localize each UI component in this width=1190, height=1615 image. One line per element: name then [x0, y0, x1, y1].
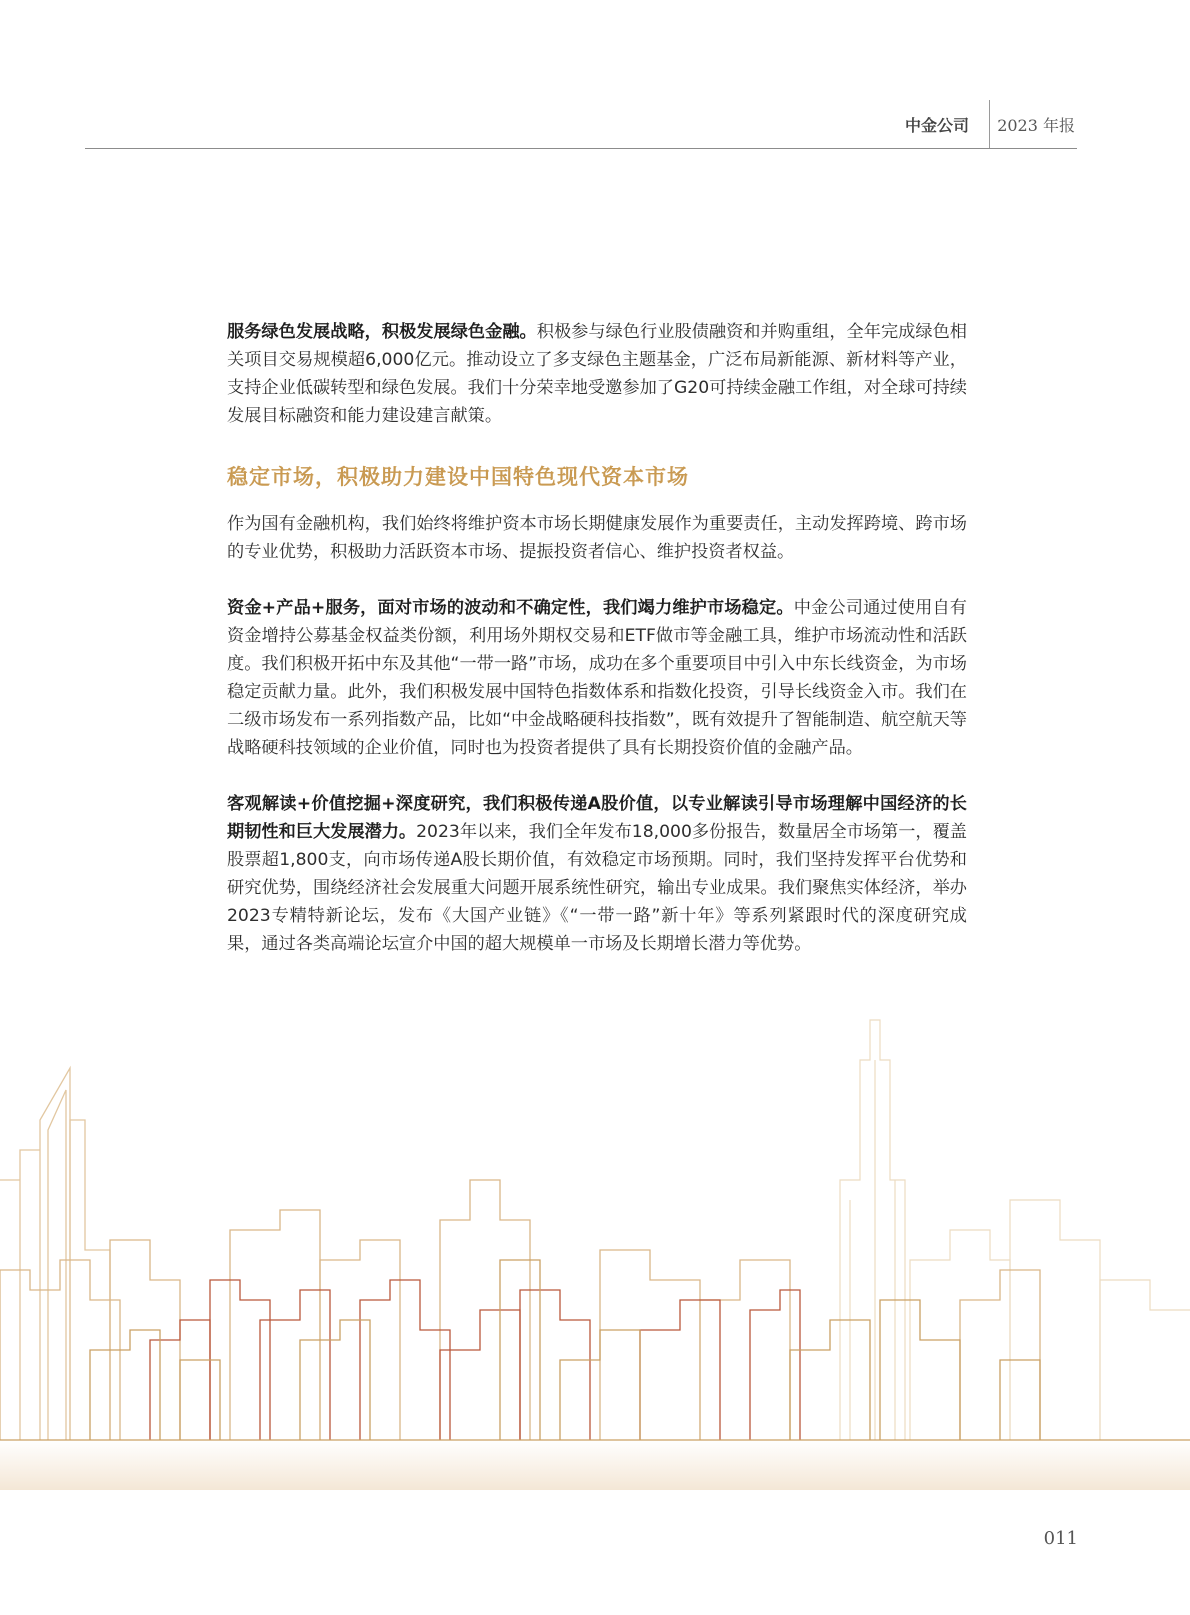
paragraph-body: 中金公司通过使用自有资金增持公募基金权益类份额，利用场外期权交易和ETF做市等金融工具，维护市场流动性和活跃度。我们积极开拓中东及其他“一带一路”市场，成功在多个重要项目中引入中东长线资金，为市场稳定贡献力量。此外，我们积极发展中国特色指数体系和指数化投资，引导长线资金入市。我们在二级市场发布一系列指数产品，比如“中金战略硬科技指数”，既有效提升了智能制造、航空航天等战略硬科技领域的企业价值，同时也为投资者提供了具有长期投资价值的金融产品。 — [227, 598, 967, 758]
city-skyline-illustration — [0, 1000, 1190, 1490]
skyline-ground-fade — [0, 1440, 1190, 1490]
paragraph-body: 积极参与绿色行业股债融资和并购重组，全年完成绿色相关项目交易规模超6,000亿元。推动设立了多支绿色主题基金，广泛布局新能源、新材料等产业，支持企业低碳转型和绿色发展。我们十分荣幸地受邀参加了G20可持续金融工作组，对全球可持续发展目标融资和能力建设建言献策。 — [227, 322, 967, 426]
paragraph-research — [227, 790, 967, 958]
paragraph-market-stability — [227, 594, 967, 762]
page-header — [85, 100, 1077, 149]
page-number: 011 — [1043, 1528, 1078, 1549]
header-company: 中金公司 — [904, 116, 969, 135]
paragraph-intro — [227, 510, 967, 566]
paragraph-lead: 客观解读+价值挖掘+深度研究，我们积极传递A股价值，以专业解读引导市场理解中国经济的长期韧性和巨大发展潜力。 — [227, 794, 967, 842]
section-heading: 稳定市场，积极助力建设中国特色现代资本市场 — [227, 465, 689, 489]
paragraph-lead: 服务绿色发展战略，积极发展绿色金融。 — [227, 322, 537, 342]
header-year: 2023 年报 — [997, 116, 1075, 135]
header-separator — [989, 100, 990, 148]
paragraph-body: 作为国有金融机构，我们始终将维护资本市场长期健康发展作为重要责任，主动发挥跨境、跨市场的专业优势，积极助力活跃资本市场、提振投资者信心、维护投资者权益。 — [227, 514, 967, 562]
paragraph-body: 2023年以来，我们全年发布18,000多份报告，数量居全市场第一，覆盖股票超1,800支，向市场传递A股长期价值，有效稳定市场预期。同时，我们坚持发挥平台优势和研究优势，围绕经济社会发展重大问题开展系统性研究，输出专业成果。我们聚焦实体经济，举办2023专精特新论坛，发布《大国产业链》《“一带一路”新十年》等系列紧跟时代的深度研究成果，通过各类高端论坛宣介中国的超大规模单一市场及长期增长潜力等优势。 — [227, 822, 967, 954]
main-content — [227, 318, 967, 958]
paragraph-lead: 资金+产品+服务，面对市场的波动和不确定性，我们竭力维护市场稳定。 — [227, 598, 794, 618]
paragraph-green-finance — [227, 318, 967, 430]
